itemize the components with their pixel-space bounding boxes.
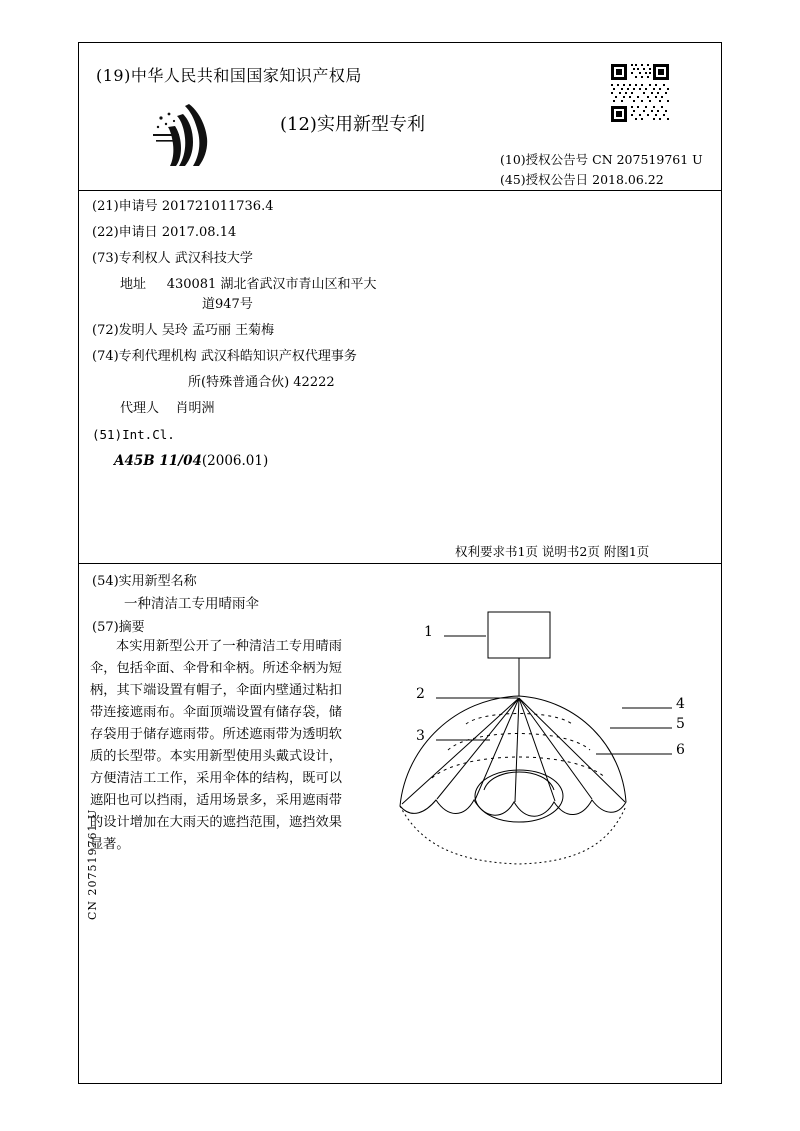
abstract-divider xyxy=(79,563,721,564)
inventors-row: (72)发明人 吴玲 孟巧丽 王菊梅 xyxy=(92,323,275,338)
agency-row: (74)专利代理机构 武汉科皓知识产权代理事务 xyxy=(92,349,357,364)
abstract-figure xyxy=(360,600,710,900)
ipc-classification xyxy=(114,451,652,471)
document-type-title: (12)实用新型专利 xyxy=(280,114,425,135)
abstract-label: (57)摘要 xyxy=(92,620,145,635)
applicant-row: (73)专利权人 武汉科技大学 xyxy=(92,251,253,266)
address-row-2: 道947号 xyxy=(202,297,253,312)
qr-code xyxy=(609,62,671,124)
header-divider xyxy=(79,190,721,191)
address-line-1: 430081 湖北省武汉市青山区和平大 xyxy=(166,277,377,292)
issuing-authority-line: (19)中华人民共和国国家知识产权局 xyxy=(96,66,362,85)
ipc-class-code: A45B 11/04 xyxy=(114,453,202,469)
figure-ref-3: 3 xyxy=(416,728,425,744)
page-count-line: 权利要求书1页 说明书2页 附图1页 xyxy=(455,544,650,559)
cnipa-emblem-icon xyxy=(145,100,241,172)
agent-name: 肖明洲 xyxy=(175,401,215,416)
application-number-row: (21)申请号 201721011736.4 xyxy=(92,199,274,214)
publication-number: (10)授权公告号 CN 207519761 U xyxy=(500,152,703,167)
agency-row-2: 所(特殊普通合伙) 42222 xyxy=(188,375,335,390)
figure-ref-2: 2 xyxy=(416,686,425,702)
address-label: 地址 xyxy=(120,277,147,292)
abstract-text: 本实用新型公开了一种清洁工专用晴雨伞，包括伞面、伞骨和伞柄。所述伞柄为短柄，其下端设置有帽子，伞面内壁通过粘扣带连接遮雨布。伞面顶端设置有储存袋，储存袋用于储存遮雨带。所述遮雨带为透明软质的长型带。本实用新型使用头戴式设计，方便清洁工工作，采用伞体的结构，既可以遮阳也可以挡雨，适用场景多，采用遮雨带的设计增加在大雨天的遮挡范围，遮挡效果显著。 xyxy=(90,639,342,852)
invention-title: 一种清洁工专用晴雨伞 xyxy=(124,596,259,612)
figure-ref-4: 4 xyxy=(676,696,685,712)
ipc-version: (2006.01) xyxy=(201,453,269,469)
title-label: (54)实用新型名称 xyxy=(92,574,197,589)
publication-date: (45)授权公告日 2018.06.22 xyxy=(500,172,664,187)
application-date-row: (22)申请日 2017.08.14 xyxy=(92,225,237,240)
ipc-label: (51)Int.Cl. xyxy=(92,427,175,442)
figure-ref-1: 1 xyxy=(424,624,433,640)
bibliographic-block xyxy=(92,197,652,471)
agent-label: 代理人 xyxy=(120,401,160,416)
sidebar-publication-number: CN 207519761 U xyxy=(86,808,99,920)
agent-row xyxy=(120,399,652,419)
address-row xyxy=(120,275,652,295)
figure-ref-6: 6 xyxy=(676,742,685,758)
figure-ref-5: 5 xyxy=(676,716,685,732)
